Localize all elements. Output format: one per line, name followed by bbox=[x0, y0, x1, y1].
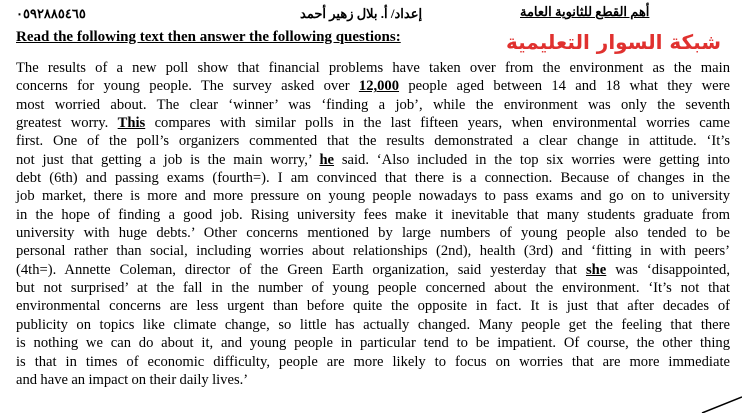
passage-line bbox=[16, 96, 730, 114]
corner-decoration bbox=[682, 383, 742, 413]
passage-text: said. ‘Also included in the top six worries were getting into bbox=[334, 151, 730, 168]
passage-text: people aged between 14 and 18 what they were bbox=[399, 78, 730, 95]
header-author: إعداد/ أ. بلال زهير أحمد bbox=[300, 6, 423, 21]
passage-text: in the hope of finding a good job. Rising university fees make it inevitable that many students graduate from bbox=[16, 206, 730, 223]
passage-line bbox=[16, 151, 730, 169]
passage-text: greatest worry. bbox=[16, 115, 118, 132]
network-watermark: شبكة السوار التعليمية bbox=[506, 30, 721, 54]
passage-line bbox=[16, 169, 730, 187]
passage-text: university with huge debts.’ Other concerns mentioned by large numbers of young people also tended to be bbox=[16, 225, 730, 242]
header-phone: ٠٥٩٢٨٨٥٤٦٥ bbox=[16, 6, 86, 21]
header-title-text: أهم القطع للثانوية العامة bbox=[520, 4, 650, 19]
passage-line bbox=[16, 59, 730, 77]
passage-line bbox=[16, 334, 730, 352]
passage-text: was ‘disappointed, bbox=[606, 261, 730, 278]
passage-text: publicity on topics like climate change, so little has actually changed. Many people get the feeling that there bbox=[16, 316, 730, 333]
passage-text: is nothing we can do about it, and young people in particular tend to be impatient. Of course, the other thing bbox=[16, 335, 730, 352]
passage-text: and have an impact on their daily lives.’ bbox=[16, 371, 249, 388]
passage-text: The results of a new poll show that financial problems have taken over from the environment as the main bbox=[16, 60, 730, 76]
passage-line bbox=[16, 316, 730, 334]
highlighted-word: This bbox=[117, 115, 146, 132]
passage-text: not just that getting a job is the main worry,’ bbox=[16, 151, 320, 168]
passage-line bbox=[16, 187, 730, 205]
reading-passage bbox=[16, 59, 730, 389]
passage-text: (4th=). Annette Coleman, director of the Green Earth organization, said yesterday that bbox=[16, 261, 586, 278]
passage-text: personal rather than social, including worries about relationships (2nd), health (3rd) and ‘fitting in with peers’ bbox=[16, 243, 730, 260]
passage-text: most worried about. The clear ‘winner’ was ‘finding a job’, while the environment was only the seventh bbox=[16, 96, 730, 113]
passage-line bbox=[16, 77, 730, 95]
passage-line bbox=[16, 261, 730, 279]
passage-text: but not surprised’ at the fall in the number of young people concerned about the environment. ‘It’s not that bbox=[16, 280, 730, 297]
passage-line bbox=[16, 114, 730, 132]
passage-text: concerns for young people. The survey asked over bbox=[16, 78, 359, 95]
passage-line bbox=[16, 224, 730, 242]
highlighted-word: 12,000 bbox=[358, 78, 400, 95]
passage-text: job market, there is more and more pressure on young people nowadays to pass exams and go on to university bbox=[16, 188, 730, 205]
passage-text: compares with similar polls in the last fifteen years, when environmental worries came bbox=[145, 115, 730, 132]
passage-line bbox=[16, 279, 730, 297]
passage-text: environmental concerns are less urgent than before quite the opposite in fact. It is just that after decades of bbox=[16, 298, 730, 315]
passage-line bbox=[16, 371, 730, 389]
passage-text: is that in times of economic difficulty, people are more likely to focus on worries that are more immediate bbox=[16, 353, 730, 370]
passage-text: debt (6th) and passing exams (fourth=). I am convinced that there is a connection. Because of changes in the bbox=[16, 170, 730, 187]
instruction-heading: Read the following text then answer the following questions: bbox=[16, 29, 401, 45]
passage-line bbox=[16, 353, 730, 371]
passage-line bbox=[16, 206, 730, 224]
passage-line bbox=[16, 132, 730, 150]
passage-line bbox=[16, 297, 730, 315]
passage-text: first. One of the poll’s organizers commented that the results demonstrated a clear change in attitude. ‘It’s bbox=[16, 133, 730, 150]
passage-line bbox=[16, 242, 730, 260]
highlighted-word: she bbox=[585, 261, 607, 278]
header-title bbox=[520, 4, 649, 20]
highlighted-word: he bbox=[319, 151, 335, 168]
